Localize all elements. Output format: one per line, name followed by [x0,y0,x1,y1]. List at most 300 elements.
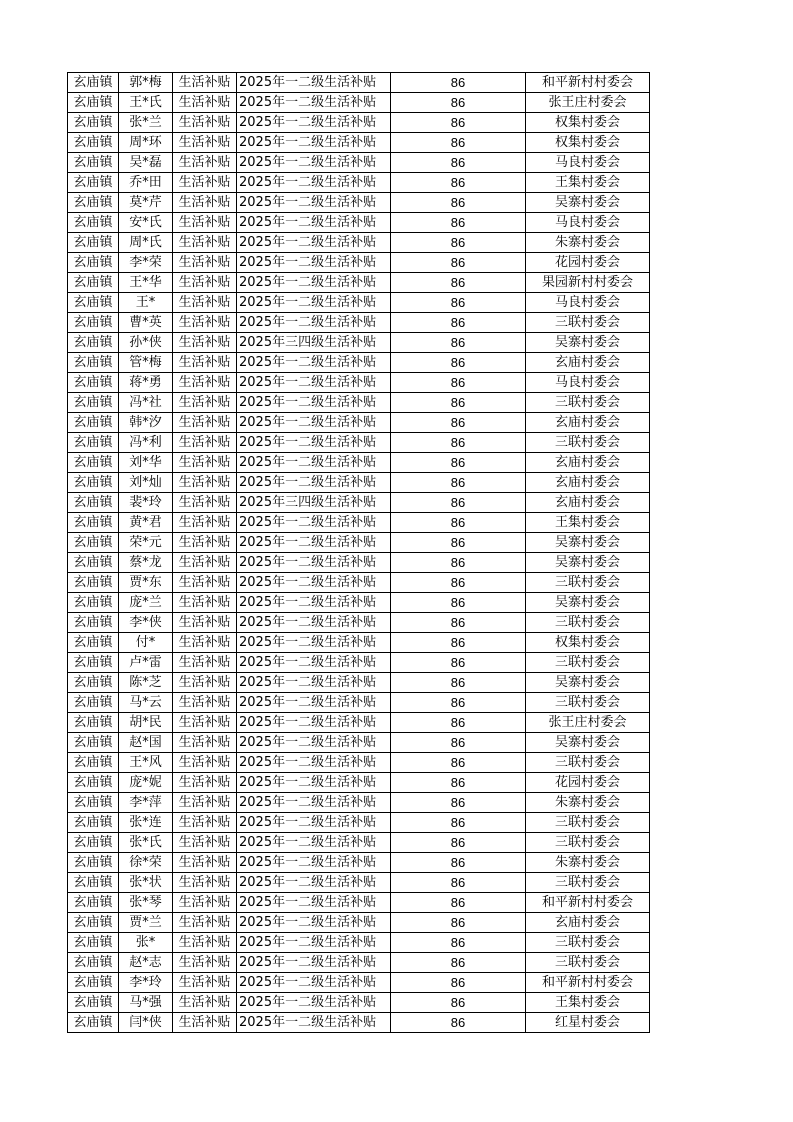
town-cell: 玄庙镇 [68,573,119,593]
type-cell: 生活补贴 [173,73,237,93]
type-cell: 生活补贴 [173,473,237,493]
amount-cell: 86 [391,433,526,453]
table-row [68,813,650,833]
amount-cell: 86 [391,833,526,853]
town-cell: 玄庙镇 [68,813,119,833]
amount-cell: 86 [391,913,526,933]
amount-cell: 86 [391,313,526,333]
item-cell: 2025年一二级生活补贴 [237,993,391,1013]
table-row [68,493,650,513]
type-cell: 生活补贴 [173,93,237,113]
village-cell: 三联村委会 [526,313,650,333]
town-cell: 玄庙镇 [68,873,119,893]
town-cell: 玄庙镇 [68,973,119,993]
type-cell: 生活补贴 [173,433,237,453]
name-cell: 张*连 [119,813,173,833]
type-cell: 生活补贴 [173,333,237,353]
amount-cell: 86 [391,613,526,633]
table-row [68,573,650,593]
type-cell: 生活补贴 [173,833,237,853]
name-cell: 赵*国 [119,733,173,753]
name-cell: 蔡*龙 [119,553,173,573]
amount-cell: 86 [391,953,526,973]
name-cell: 刘*华 [119,453,173,473]
town-cell: 玄庙镇 [68,493,119,513]
amount-cell: 86 [391,533,526,553]
table-row [68,153,650,173]
table-row [68,433,650,453]
village-cell: 三联村委会 [526,813,650,833]
village-cell: 权集村委会 [526,133,650,153]
item-cell: 2025年一二级生活补贴 [237,413,391,433]
table-row [68,353,650,373]
item-cell: 2025年一二级生活补贴 [237,253,391,273]
table-row [68,653,650,673]
item-cell: 2025年一二级生活补贴 [237,393,391,413]
amount-cell: 86 [391,493,526,513]
town-cell: 玄庙镇 [68,113,119,133]
amount-cell: 86 [391,413,526,433]
town-cell: 玄庙镇 [68,353,119,373]
town-cell: 玄庙镇 [68,993,119,1013]
item-cell: 2025年一二级生活补贴 [237,533,391,553]
amount-cell: 86 [391,373,526,393]
name-cell: 王*华 [119,273,173,293]
table-row [68,853,650,873]
type-cell: 生活补贴 [173,573,237,593]
table-row [68,733,650,753]
name-cell: 黄*君 [119,513,173,533]
item-cell: 2025年一二级生活补贴 [237,613,391,633]
village-cell: 吴寨村委会 [526,673,650,693]
table-row [68,373,650,393]
name-cell: 胡*民 [119,713,173,733]
name-cell: 闫*侠 [119,1013,173,1033]
amount-cell: 86 [391,633,526,653]
amount-cell: 86 [391,873,526,893]
town-cell: 玄庙镇 [68,753,119,773]
amount-cell: 86 [391,1013,526,1033]
item-cell: 2025年一二级生活补贴 [237,1013,391,1033]
village-cell: 玄庙村委会 [526,413,650,433]
item-cell: 2025年一二级生活补贴 [237,633,391,653]
town-cell: 玄庙镇 [68,773,119,793]
table-row [68,933,650,953]
amount-cell: 86 [391,253,526,273]
item-cell: 2025年一二级生活补贴 [237,973,391,993]
table-row [68,533,650,553]
type-cell: 生活补贴 [173,653,237,673]
table-row [68,393,650,413]
type-cell: 生活补贴 [173,513,237,533]
table-row [68,873,650,893]
amount-cell: 86 [391,673,526,693]
village-cell: 张王庄村委会 [526,93,650,113]
village-cell: 三联村委会 [526,753,650,773]
town-cell: 玄庙镇 [68,913,119,933]
type-cell: 生活补贴 [173,413,237,433]
name-cell: 李*玲 [119,973,173,993]
name-cell: 吴*磊 [119,153,173,173]
table-row [68,273,650,293]
name-cell: 王*风 [119,753,173,773]
amount-cell: 86 [391,473,526,493]
village-cell: 和平新村村委会 [526,893,650,913]
town-cell: 玄庙镇 [68,533,119,553]
village-cell: 朱寨村委会 [526,233,650,253]
name-cell: 徐*荣 [119,853,173,873]
village-cell: 王集村委会 [526,173,650,193]
type-cell: 生活补贴 [173,633,237,653]
item-cell: 2025年一二级生活补贴 [237,793,391,813]
town-cell: 玄庙镇 [68,313,119,333]
type-cell: 生活补贴 [173,533,237,553]
table-row [68,773,650,793]
town-cell: 玄庙镇 [68,293,119,313]
amount-cell: 86 [391,693,526,713]
town-cell: 玄庙镇 [68,933,119,953]
type-cell: 生活补贴 [173,873,237,893]
name-cell: 庞*妮 [119,773,173,793]
item-cell: 2025年一二级生活补贴 [237,213,391,233]
type-cell: 生活补贴 [173,1013,237,1033]
name-cell: 贾*东 [119,573,173,593]
item-cell: 2025年一二级生活补贴 [237,593,391,613]
town-cell: 玄庙镇 [68,393,119,413]
town-cell: 玄庙镇 [68,593,119,613]
table-row [68,913,650,933]
name-cell: 李*萍 [119,793,173,813]
name-cell: 付* [119,633,173,653]
item-cell: 2025年一二级生活补贴 [237,873,391,893]
table-row [68,133,650,153]
item-cell: 2025年一二级生活补贴 [237,693,391,713]
type-cell: 生活补贴 [173,553,237,573]
village-cell: 三联村委会 [526,933,650,953]
town-cell: 玄庙镇 [68,413,119,433]
town-cell: 玄庙镇 [68,253,119,273]
name-cell: 荣*元 [119,533,173,553]
town-cell: 玄庙镇 [68,93,119,113]
type-cell: 生活补贴 [173,913,237,933]
table-row [68,333,650,353]
village-cell: 三联村委会 [526,833,650,853]
type-cell: 生活补贴 [173,593,237,613]
village-cell: 吴寨村委会 [526,593,650,613]
item-cell: 2025年一二级生活补贴 [237,173,391,193]
table-row [68,513,650,533]
village-cell: 朱寨村委会 [526,793,650,813]
item-cell: 2025年一二级生活补贴 [237,553,391,573]
town-cell: 玄庙镇 [68,333,119,353]
amount-cell: 86 [391,593,526,613]
type-cell: 生活补贴 [173,893,237,913]
amount-cell: 86 [391,453,526,473]
type-cell: 生活补贴 [173,993,237,1013]
type-cell: 生活补贴 [173,193,237,213]
name-cell: 孙*侠 [119,333,173,353]
village-cell: 马良村委会 [526,213,650,233]
name-cell: 乔*田 [119,173,173,193]
type-cell: 生活补贴 [173,273,237,293]
table-row [68,553,650,573]
item-cell: 2025年一二级生活补贴 [237,73,391,93]
table-row [68,593,650,613]
town-cell: 玄庙镇 [68,833,119,853]
table-row [68,973,650,993]
name-cell: 曹*英 [119,313,173,333]
amount-cell: 86 [391,893,526,913]
village-cell: 朱寨村委会 [526,853,650,873]
subsidy-table [67,72,650,1033]
town-cell: 玄庙镇 [68,613,119,633]
amount-cell: 86 [391,293,526,313]
name-cell: 冯*社 [119,393,173,413]
name-cell: 张* [119,933,173,953]
town-cell: 玄庙镇 [68,893,119,913]
type-cell: 生活补贴 [173,613,237,633]
type-cell: 生活补贴 [173,673,237,693]
item-cell: 2025年一二级生活补贴 [237,853,391,873]
village-cell: 马良村委会 [526,293,650,313]
type-cell: 生活补贴 [173,753,237,773]
amount-cell: 86 [391,813,526,833]
item-cell: 2025年一二级生活补贴 [237,673,391,693]
town-cell: 玄庙镇 [68,373,119,393]
town-cell: 玄庙镇 [68,693,119,713]
table-row [68,713,650,733]
name-cell: 马*强 [119,993,173,1013]
type-cell: 生活补贴 [173,353,237,373]
name-cell: 裴*玲 [119,493,173,513]
town-cell: 玄庙镇 [68,633,119,653]
town-cell: 玄庙镇 [68,453,119,473]
village-cell: 玄庙村委会 [526,913,650,933]
table-row [68,893,650,913]
type-cell: 生活补贴 [173,453,237,473]
name-cell: 王* [119,293,173,313]
village-cell: 张王庄村委会 [526,713,650,733]
amount-cell: 86 [391,713,526,733]
item-cell: 2025年一二级生活补贴 [237,193,391,213]
type-cell: 生活补贴 [173,373,237,393]
name-cell: 管*梅 [119,353,173,373]
table-row [68,233,650,253]
town-cell: 玄庙镇 [68,173,119,193]
table-row [68,93,650,113]
item-cell: 2025年一二级生活补贴 [237,953,391,973]
town-cell: 玄庙镇 [68,513,119,533]
table-row [68,453,650,473]
name-cell: 贾*兰 [119,913,173,933]
village-cell: 吴寨村委会 [526,533,650,553]
town-cell: 玄庙镇 [68,1013,119,1033]
town-cell: 玄庙镇 [68,233,119,253]
name-cell: 张*兰 [119,113,173,133]
name-cell: 郭*梅 [119,73,173,93]
village-cell: 玄庙村委会 [526,493,650,513]
town-cell: 玄庙镇 [68,853,119,873]
type-cell: 生活补贴 [173,253,237,273]
type-cell: 生活补贴 [173,153,237,173]
type-cell: 生活补贴 [173,733,237,753]
item-cell: 2025年三四级生活补贴 [237,493,391,513]
table-row [68,633,650,653]
amount-cell: 86 [391,513,526,533]
subsidy-sheet [67,72,649,1033]
item-cell: 2025年一二级生活补贴 [237,453,391,473]
type-cell: 生活补贴 [173,693,237,713]
type-cell: 生活补贴 [173,493,237,513]
town-cell: 玄庙镇 [68,733,119,753]
amount-cell: 86 [391,153,526,173]
type-cell: 生活补贴 [173,293,237,313]
name-cell: 马*云 [119,693,173,713]
table-row [68,473,650,493]
item-cell: 2025年一二级生活补贴 [237,313,391,333]
amount-cell: 86 [391,193,526,213]
item-cell: 2025年三四级生活补贴 [237,333,391,353]
name-cell: 张*状 [119,873,173,893]
table-row [68,993,650,1013]
name-cell: 赵*志 [119,953,173,973]
table-row [68,413,650,433]
name-cell: 李*荣 [119,253,173,273]
amount-cell: 86 [391,773,526,793]
type-cell: 生活补贴 [173,853,237,873]
item-cell: 2025年一二级生活补贴 [237,93,391,113]
item-cell: 2025年一二级生活补贴 [237,753,391,773]
amount-cell: 86 [391,793,526,813]
type-cell: 生活补贴 [173,713,237,733]
name-cell: 刘*灿 [119,473,173,493]
village-cell: 王集村委会 [526,993,650,1013]
item-cell: 2025年一二级生活补贴 [237,653,391,673]
item-cell: 2025年一二级生活补贴 [237,513,391,533]
amount-cell: 86 [391,853,526,873]
town-cell: 玄庙镇 [68,953,119,973]
table-row [68,313,650,333]
name-cell: 卢*雷 [119,653,173,673]
amount-cell: 86 [391,133,526,153]
town-cell: 玄庙镇 [68,213,119,233]
item-cell: 2025年一二级生活补贴 [237,153,391,173]
type-cell: 生活补贴 [173,813,237,833]
type-cell: 生活补贴 [173,953,237,973]
town-cell: 玄庙镇 [68,713,119,733]
name-cell: 陈*芝 [119,673,173,693]
item-cell: 2025年一二级生活补贴 [237,133,391,153]
table-row [68,173,650,193]
item-cell: 2025年一二级生活补贴 [237,733,391,753]
amount-cell: 86 [391,753,526,773]
village-cell: 和平新村村委会 [526,973,650,993]
amount-cell: 86 [391,993,526,1013]
name-cell: 张*氏 [119,833,173,853]
town-cell: 玄庙镇 [68,553,119,573]
village-cell: 玄庙村委会 [526,473,650,493]
town-cell: 玄庙镇 [68,193,119,213]
amount-cell: 86 [391,173,526,193]
village-cell: 花园村委会 [526,253,650,273]
village-cell: 玄庙村委会 [526,353,650,373]
type-cell: 生活补贴 [173,113,237,133]
village-cell: 马良村委会 [526,373,650,393]
name-cell: 王*氏 [119,93,173,113]
village-cell: 果园新村村委会 [526,273,650,293]
amount-cell: 86 [391,553,526,573]
item-cell: 2025年一二级生活补贴 [237,813,391,833]
type-cell: 生活补贴 [173,793,237,813]
name-cell: 周*环 [119,133,173,153]
name-cell: 李*侠 [119,613,173,633]
item-cell: 2025年一二级生活补贴 [237,473,391,493]
town-cell: 玄庙镇 [68,273,119,293]
village-cell: 和平新村村委会 [526,73,650,93]
village-cell: 三联村委会 [526,873,650,893]
item-cell: 2025年一二级生活补贴 [237,113,391,133]
item-cell: 2025年一二级生活补贴 [237,893,391,913]
amount-cell: 86 [391,653,526,673]
table-row [68,73,650,93]
item-cell: 2025年一二级生活补贴 [237,913,391,933]
table-row [68,673,650,693]
type-cell: 生活补贴 [173,313,237,333]
item-cell: 2025年一二级生活补贴 [237,233,391,253]
village-cell: 红星村委会 [526,1013,650,1033]
table-row [68,193,650,213]
item-cell: 2025年一二级生活补贴 [237,713,391,733]
table-row [68,253,650,273]
village-cell: 吴寨村委会 [526,333,650,353]
table-body [68,73,650,1033]
town-cell: 玄庙镇 [68,73,119,93]
village-cell: 三联村委会 [526,433,650,453]
type-cell: 生活补贴 [173,173,237,193]
village-cell: 三联村委会 [526,613,650,633]
amount-cell: 86 [391,733,526,753]
type-cell: 生活补贴 [173,933,237,953]
town-cell: 玄庙镇 [68,153,119,173]
town-cell: 玄庙镇 [68,673,119,693]
town-cell: 玄庙镇 [68,473,119,493]
item-cell: 2025年一二级生活补贴 [237,373,391,393]
table-row [68,753,650,773]
village-cell: 权集村委会 [526,633,650,653]
name-cell: 庞*兰 [119,593,173,613]
village-cell: 玄庙村委会 [526,453,650,473]
name-cell: 冯*利 [119,433,173,453]
village-cell: 花园村委会 [526,773,650,793]
town-cell: 玄庙镇 [68,133,119,153]
village-cell: 吴寨村委会 [526,193,650,213]
item-cell: 2025年一二级生活补贴 [237,273,391,293]
amount-cell: 86 [391,73,526,93]
town-cell: 玄庙镇 [68,433,119,453]
amount-cell: 86 [391,353,526,373]
table-row [68,953,650,973]
item-cell: 2025年一二级生活补贴 [237,353,391,373]
amount-cell: 86 [391,393,526,413]
amount-cell: 86 [391,573,526,593]
item-cell: 2025年一二级生活补贴 [237,833,391,853]
town-cell: 玄庙镇 [68,793,119,813]
table-row [68,793,650,813]
village-cell: 权集村委会 [526,113,650,133]
item-cell: 2025年一二级生活补贴 [237,293,391,313]
village-cell: 吴寨村委会 [526,553,650,573]
amount-cell: 86 [391,273,526,293]
